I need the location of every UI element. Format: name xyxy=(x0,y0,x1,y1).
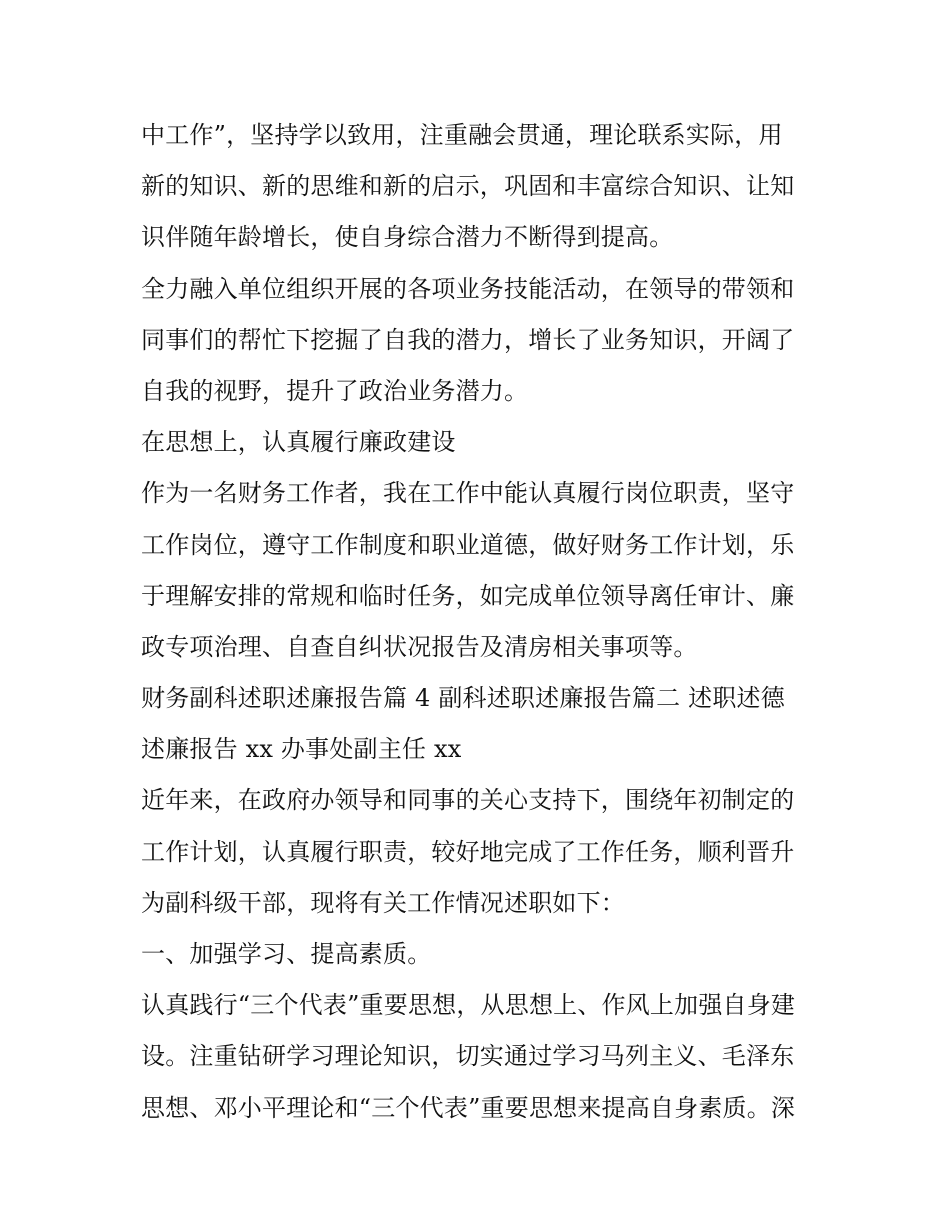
report-title-line: 财务副科述职述廉报告篇 4 副科述职述廉报告篇二 述职述德 xyxy=(141,684,785,713)
text-line: 近年来，在政府办领导和同事的关心支持下，围绕年初制定的 xyxy=(141,786,795,815)
text-line: 思想、邓小平理论和“三个代表”重要思想来提高自身素质。深 xyxy=(141,1093,796,1122)
text-line: 作为一名财务工作者，我在工作中能认真履行岗位职责，坚守 xyxy=(141,479,795,508)
text-line: 工作计划，认真履行职责，较好地完成了工作任务，顺利晋升 xyxy=(141,837,795,866)
text-line: 自我的视野，提升了政治业务潜力。 xyxy=(141,376,529,405)
section-heading: 在思想上，认真履行廉政建设 xyxy=(141,428,456,457)
text-line: 新的知识、新的思维和新的启示，巩固和丰富综合知识、让知 xyxy=(141,172,795,201)
text-line: 识伴随年龄增长，使自身综合潜力不断得到提高。 xyxy=(141,223,674,252)
document-body xyxy=(141,110,821,1134)
text-line: 全力融入单位组织开展的各项业务技能活动，在领导的带领和 xyxy=(141,274,795,303)
text-line: 工作岗位，遵守工作制度和职业道德，做好财务工作计划，乐 xyxy=(141,530,795,559)
text-line: 认真践行“三个代表”重要思想，从思想上、作风上加强自身建 xyxy=(141,991,796,1020)
section-heading: 一、加强学习、提高素质。 xyxy=(141,940,432,968)
text-line: 同事们的帮忙下挖掘了自我的潜力，增长了业务知识，开阔了 xyxy=(141,325,795,354)
text-line: 为副科级干部，现将有关工作情况述职如下： xyxy=(141,888,625,917)
text-line: 于理解安排的常规和临时任务，如完成单位领导离任审计、廉 xyxy=(141,581,795,610)
text-line: 中工作”，坚持学以致用，注重融会贯通，理论联系实际，用 xyxy=(141,121,783,149)
report-title-line: 述廉报告 xx 办事处副主任 xx xyxy=(141,735,462,764)
text-line: 政专项治理、自查自纠状况报告及清房相关事项等。 xyxy=(141,632,698,661)
text-line: 设。注重钻研学习理论知识，切实通过学习马列主义、毛泽东 xyxy=(141,1042,795,1071)
